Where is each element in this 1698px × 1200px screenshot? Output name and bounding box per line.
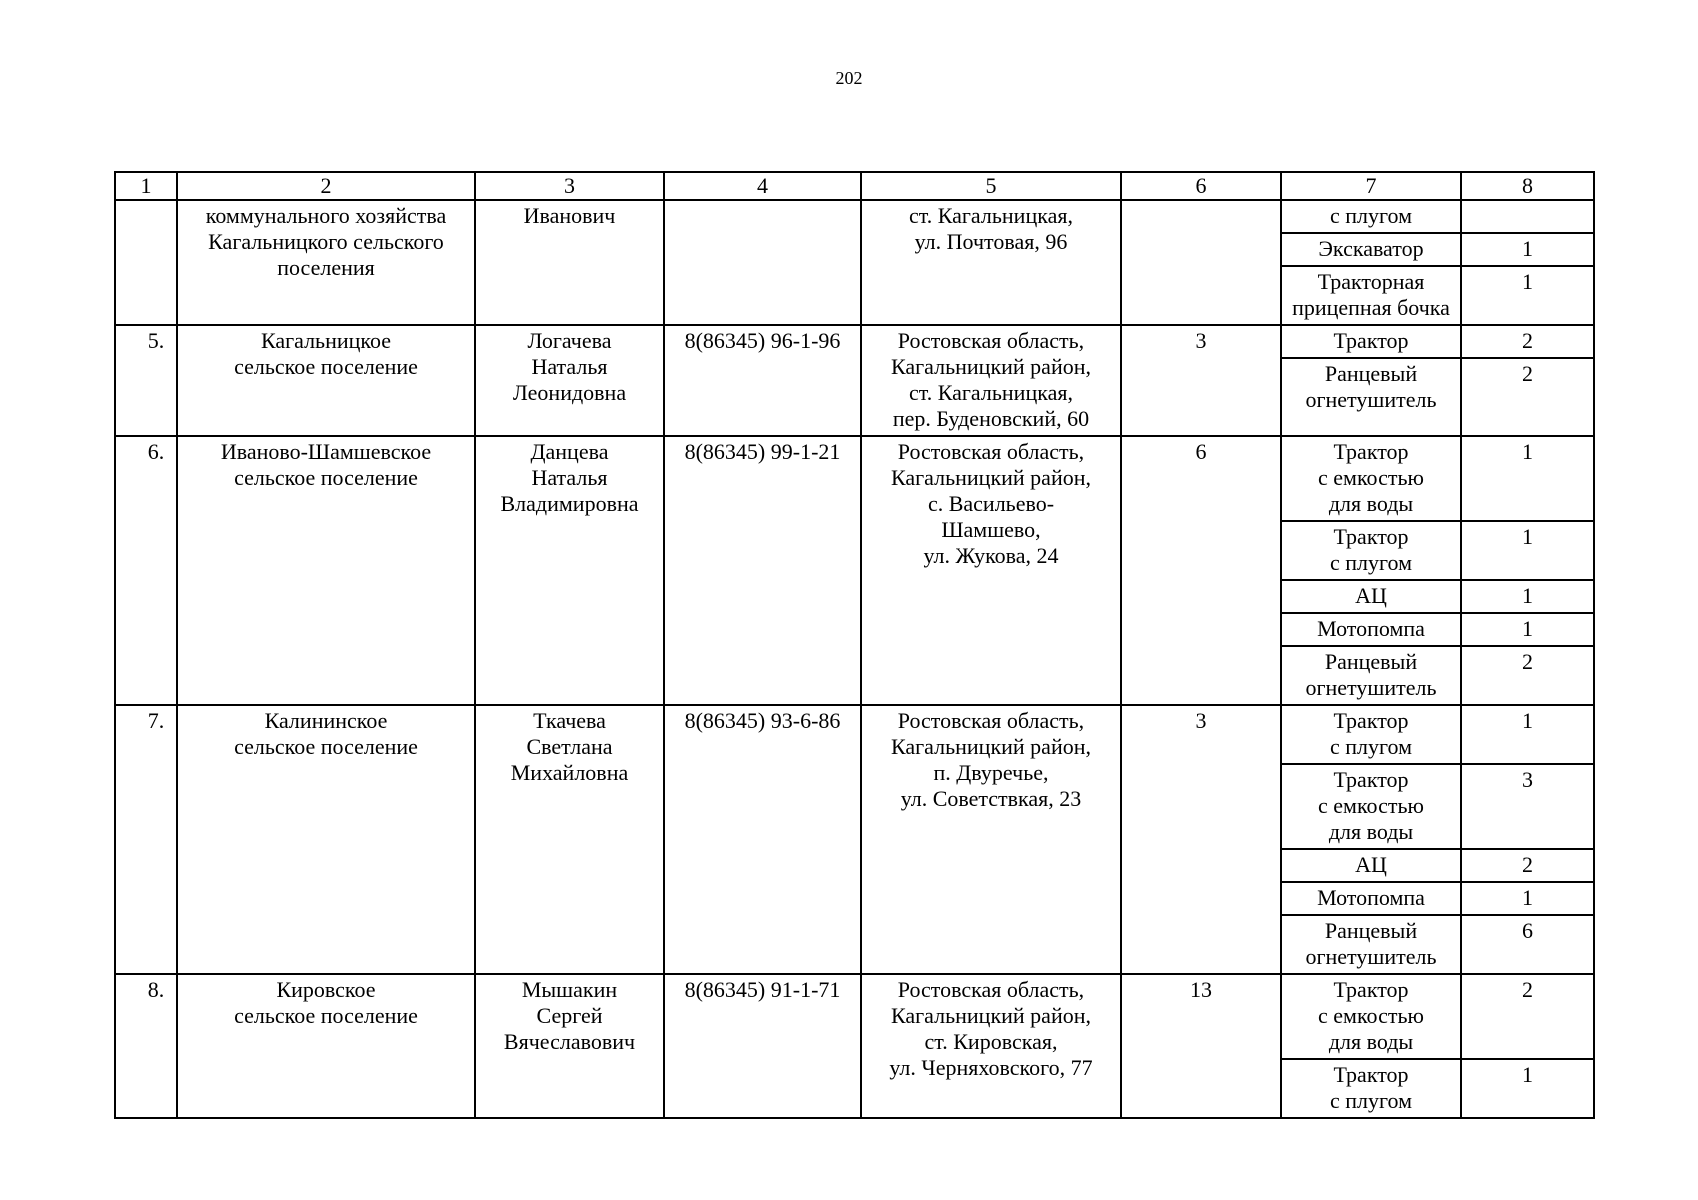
column-header xyxy=(475,172,664,200)
person-cell xyxy=(475,974,664,1118)
organization-cell-text: коммунального хозяйства Кагальницкого сельского поселения xyxy=(205,203,447,280)
table-row xyxy=(115,200,1594,233)
equipment-qty-cell-text: 2 xyxy=(1522,328,1533,353)
equipment-qty-cell xyxy=(1461,521,1594,580)
column-header-text: 4 xyxy=(757,173,768,198)
equipment-name-cell xyxy=(1281,580,1461,613)
table-row xyxy=(115,325,1594,358)
equipment-qty-cell xyxy=(1461,1059,1594,1118)
organization-cell xyxy=(177,200,475,325)
count-cell xyxy=(1121,705,1281,974)
column-header xyxy=(115,172,177,200)
phone-cell xyxy=(664,974,861,1118)
equipment-name-cell-text: Трактор с емкостью для воды xyxy=(1318,439,1424,516)
row-number-text: 7. xyxy=(147,708,165,733)
equipment-name-cell-text: АЦ xyxy=(1355,583,1387,608)
equipment-name-cell-text: Ранцевый огнетушитель xyxy=(1305,649,1437,700)
equipment-name-cell xyxy=(1281,436,1461,521)
table-body xyxy=(115,172,1594,1118)
equipment-qty-cell xyxy=(1461,882,1594,915)
equipment-qty-cell xyxy=(1461,266,1594,325)
column-header xyxy=(861,172,1121,200)
column-header xyxy=(664,172,861,200)
equipment-qty-cell xyxy=(1461,358,1594,436)
person-cell xyxy=(475,705,664,974)
equipment-name-cell xyxy=(1281,358,1461,436)
person-cell xyxy=(475,436,664,705)
organization-cell xyxy=(177,436,475,705)
address-cell-text: Ростовская область, Кагальницкий район, ст. Кировская, ул. Черняховского, 77 xyxy=(889,977,1093,1080)
organization-cell-text: Иваново-Шамшевское сельское поселение xyxy=(220,439,432,490)
page-number: 202 xyxy=(835,68,863,88)
count-cell-text: 6 xyxy=(1195,439,1207,464)
column-header-text: 5 xyxy=(985,173,997,198)
address-cell-text: ст. Кагальницкая, ул. Почтовая, 96 xyxy=(909,203,1073,254)
equipment-name-cell-text: Трактор с емкостью для воды xyxy=(1318,977,1424,1054)
equipment-qty-cell-text: 1 xyxy=(1522,616,1533,641)
equipment-qty-cell-text: 6 xyxy=(1522,918,1533,943)
equipment-name-cell xyxy=(1281,521,1461,580)
equipment-qty-cell xyxy=(1461,705,1594,764)
equipment-name-cell xyxy=(1281,325,1461,358)
equipment-name-cell-text: Мотопомпа xyxy=(1317,616,1425,641)
address-cell xyxy=(861,705,1121,974)
person-cell-text: Ткачева Светлана Михайловна xyxy=(510,708,629,785)
row-number xyxy=(115,325,177,436)
row-number xyxy=(115,974,177,1118)
count-cell xyxy=(1121,436,1281,705)
column-header xyxy=(1121,172,1281,200)
phone-cell xyxy=(664,200,861,325)
row-number-text: 5. xyxy=(147,328,165,353)
equipment-name-cell xyxy=(1281,849,1461,882)
equipment-name-cell-text: Трактор с плугом xyxy=(1330,1062,1412,1113)
row-number-text: 8. xyxy=(147,977,165,1002)
address-cell-text: Ростовская область, Кагальницкий район, п. Двуречье, ул. Советствкая, 23 xyxy=(890,708,1091,811)
count-cell xyxy=(1121,325,1281,436)
equipment-name-cell xyxy=(1281,882,1461,915)
person-cell-text: Логачева Наталья Леонидовна xyxy=(512,328,627,405)
equipment-qty-cell-text: 2 xyxy=(1522,361,1533,386)
organization-cell-text: Кагальницкое сельское поселение xyxy=(234,328,418,379)
equipment-qty-cell xyxy=(1461,613,1594,646)
equipment-qty-cell-text: 1 xyxy=(1522,269,1533,294)
equipment-name-cell-text: АЦ xyxy=(1355,852,1387,877)
equipment-name-cell xyxy=(1281,233,1461,266)
equipment-qty-cell-text: 1 xyxy=(1522,236,1533,261)
equipment-qty-cell xyxy=(1461,764,1594,849)
phone-cell-text: 8(86345) 91-1-71 xyxy=(684,977,841,1002)
equipment-qty-cell xyxy=(1461,436,1594,521)
equipment-name-cell xyxy=(1281,266,1461,325)
equipment-qty-cell-text: 2 xyxy=(1522,649,1533,674)
equipment-qty-cell-text: 1 xyxy=(1522,708,1533,733)
row-number xyxy=(115,436,177,705)
count-cell-text: 3 xyxy=(1195,708,1207,733)
equipment-name-cell-text: Тракторная прицепная бочка xyxy=(1292,269,1450,320)
address-cell xyxy=(861,974,1121,1118)
phone-cell-text: 8(86345) 96-1-96 xyxy=(684,328,841,353)
organization-cell-text: Калининское сельское поселение xyxy=(234,708,418,759)
equipment-qty-cell xyxy=(1461,233,1594,266)
person-cell-text: Данцева Наталья Владимировна xyxy=(500,439,639,516)
phone-cell-text: 8(86345) 93-6-86 xyxy=(684,708,841,733)
organization-cell xyxy=(177,974,475,1118)
address-cell xyxy=(861,200,1121,325)
count-cell-text: 3 xyxy=(1195,328,1207,353)
equipment-table xyxy=(114,171,1595,1119)
column-header xyxy=(1281,172,1461,200)
table-row xyxy=(115,705,1594,764)
equipment-qty-cell-text: 2 xyxy=(1522,977,1533,1002)
equipment-qty-cell xyxy=(1461,646,1594,705)
equipment-qty-cell-text: 1 xyxy=(1522,439,1533,464)
equipment-name-cell-text: с плугом xyxy=(1330,203,1412,228)
equipment-qty-cell xyxy=(1461,580,1594,613)
equipment-name-cell-text: Ранцевый огнетушитель xyxy=(1305,361,1437,412)
row-number-text: 6. xyxy=(147,439,165,464)
equipment-name-cell xyxy=(1281,1059,1461,1118)
equipment-qty-cell xyxy=(1461,849,1594,882)
equipment-name-cell xyxy=(1281,764,1461,849)
address-cell-text: Ростовская область, Кагальницкий район, с. Васильево- Шамшево, ул. Жукова, 24 xyxy=(890,439,1091,568)
equipment-name-cell xyxy=(1281,705,1461,764)
column-header-text: 2 xyxy=(320,173,332,198)
table-row xyxy=(115,974,1594,1059)
equipment-name-cell-text: Трактор с плугом xyxy=(1330,708,1412,759)
organization-cell xyxy=(177,325,475,436)
equipment-name-cell-text: Ранцевый огнетушитель xyxy=(1305,918,1437,969)
column-header-text: 1 xyxy=(140,173,152,198)
count-cell-text: 13 xyxy=(1190,977,1212,1002)
column-header xyxy=(1461,172,1594,200)
phone-cell-text: 8(86345) 99-1-21 xyxy=(684,439,841,464)
equipment-name-cell-text: Трактор xyxy=(1333,328,1409,353)
equipment-qty-cell xyxy=(1461,200,1594,233)
person-cell xyxy=(475,200,664,325)
equipment-name-cell xyxy=(1281,200,1461,233)
count-cell xyxy=(1121,200,1281,325)
equipment-qty-cell-text: 3 xyxy=(1522,767,1533,792)
equipment-name-cell xyxy=(1281,915,1461,974)
equipment-name-cell-text: Экскаватор xyxy=(1318,236,1424,261)
equipment-qty-cell-text: 1 xyxy=(1522,885,1533,910)
person-cell xyxy=(475,325,664,436)
row-number xyxy=(115,705,177,974)
equipment-name-cell xyxy=(1281,613,1461,646)
equipment-name-cell-text: Мотопомпа xyxy=(1317,885,1425,910)
column-header-text: 7 xyxy=(1365,173,1377,198)
equipment-qty-cell-text: 1 xyxy=(1522,524,1533,549)
person-cell-text: Иванович xyxy=(523,203,616,228)
equipment-qty-cell-text: 1 xyxy=(1522,583,1533,608)
equipment-qty-cell xyxy=(1461,325,1594,358)
address-cell xyxy=(861,325,1121,436)
header-row xyxy=(115,172,1594,200)
count-cell xyxy=(1121,974,1281,1118)
equipment-qty-cell xyxy=(1461,915,1594,974)
equipment-name-cell-text: Трактор с плугом xyxy=(1330,524,1412,575)
equipment-qty-cell-text: 1 xyxy=(1522,1062,1533,1087)
equipment-name-cell-text: Трактор с емкостью для воды xyxy=(1318,767,1424,844)
address-cell-text: Ростовская область, Кагальницкий район, ст. Кагальницкая, пер. Буденовский, 60 xyxy=(890,328,1091,431)
column-header-text: 3 xyxy=(564,173,575,198)
organization-cell-text: Кировское сельское поселение xyxy=(234,977,418,1028)
equipment-name-cell xyxy=(1281,974,1461,1059)
table-row xyxy=(115,436,1594,521)
equipment-qty-cell xyxy=(1461,974,1594,1059)
person-cell-text: Мышакин Сергей Вячеславович xyxy=(503,977,636,1054)
organization-cell xyxy=(177,705,475,974)
phone-cell xyxy=(664,705,861,974)
column-header-text: 8 xyxy=(1522,173,1533,198)
row-number xyxy=(115,200,177,325)
phone-cell xyxy=(664,325,861,436)
equipment-qty-cell-text: 2 xyxy=(1522,852,1533,877)
equipment-name-cell xyxy=(1281,646,1461,705)
column-header xyxy=(177,172,475,200)
address-cell xyxy=(861,436,1121,705)
column-header-text: 6 xyxy=(1195,173,1207,198)
phone-cell xyxy=(664,436,861,705)
